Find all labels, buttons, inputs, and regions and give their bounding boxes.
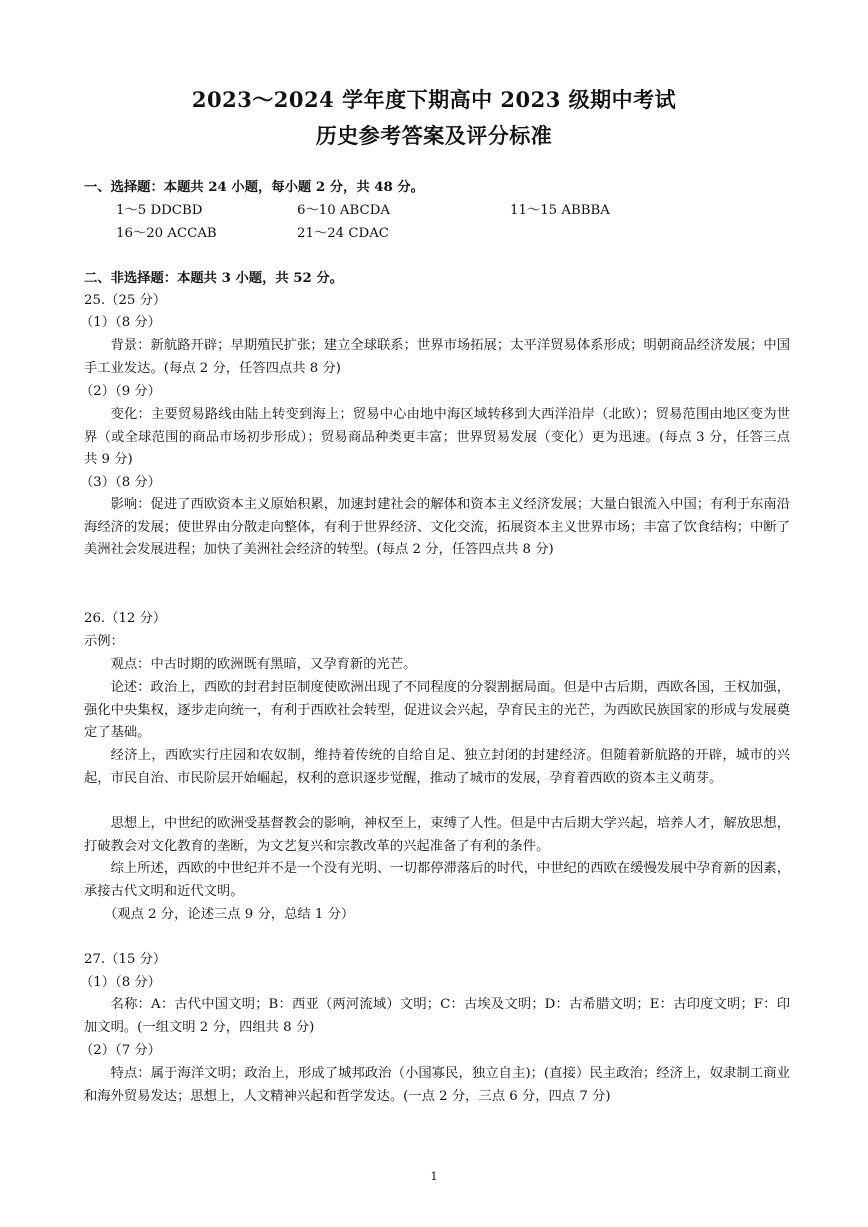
q25-part1-text: 背景：新航路开辟；早期殖民扩张；建立全球联系；世界市场拓展；太平洋贸易体系形成；明朝商品经济发展；中国手工业发达。(每点 2 分，任答四点共 8 分)	[84, 338, 790, 376]
answer-group-16-20: 16～20 ACCAB	[116, 226, 217, 241]
section2-heading: 二、非选择题：本题共 3 小题，共 52 分。	[84, 271, 344, 286]
page-number: 1	[430, 1170, 438, 1183]
q26-example-label: 示例：	[84, 634, 124, 649]
q26-scoring: （观点 2 分，论述三点 9 分，总结 1 分）	[104, 907, 355, 922]
q25-part3-label: （3）（8 分）	[80, 475, 161, 490]
q27-label: 27.（15 分）	[84, 952, 167, 967]
q27-part2-text: 特点：属于海洋文明；政治上，形成了城邦政治（小国寡民，独立自主)；(直接）民主政治；经济上，奴隶制工商业和海外贸易发达；思想上，人文精神兴起和哲学发达。(一点 2 分，三点 6 分，四点 7 分)	[84, 1066, 790, 1104]
q26-thought: 思想上，中世纪的欧洲受基督教会的影响，神权至上，束缚了人性。但是中古后期大学兴起，培养人才，解放思想，打破教会对文化教育的垄断，为文艺复兴和宗教改革的兴起准备了有利的条件。	[84, 816, 790, 854]
q27-part1-label: （1）（8 分）	[80, 975, 161, 990]
answer-group-1-5: 1～5 DDCBD	[116, 203, 203, 218]
q25-part2-text: 变化：主要贸易路线由陆上转变到海上；贸易中心由地中海区域转移到大西洋沿岸（北欧）；贸易范围由地区变为世界（或全球范围的商品市场初步形成）；贸易商品种类更丰富；世界贸易发展（变化）更为迅速。(每点 3 分，任答三点共 9 分)	[84, 407, 790, 468]
q25-label: 25.（25 分）	[84, 293, 167, 308]
q27-part2-label: （2）（7 分）	[80, 1043, 161, 1058]
q26-politics: 论述：政治上，西欧的封君封臣制度使欧洲出现了不同程度的分裂割据局面。但是中古后期，西欧各国，王权加强，强化中央集权，逐步走向统一，有利于西欧社会转型，促进议会兴起，孕育民主的光芒，为西欧民族国家的形成与发展奠定了基础。	[84, 680, 790, 741]
section1-heading: 一、选择题：本题共 24 小题，每小题 2 分，共 48 分。	[84, 180, 424, 195]
q25-part2-label: （2）（9 分）	[80, 384, 161, 399]
q26-viewpoint: 观点：中古时期的欧洲既有黑暗，又孕育新的光芒。	[110, 657, 417, 672]
q25-part1-label: （1）（8 分）	[80, 315, 161, 330]
answer-group-21-24: 21～24 CDAC	[297, 226, 389, 241]
answer-group-11-15: 11～15 ABBBA	[510, 203, 610, 218]
document-title-line1: 2023～2024 学年度下期高中 2023 级期中考试	[191, 87, 677, 112]
answer-group-6-10: 6～10 ABCDA	[297, 203, 390, 218]
document-title-line2: 历史参考答案及评分标准	[315, 123, 553, 148]
q27-part1-text: 名称：A：古代中国文明；B：西亚（两河流域）文明；C：古埃及文明；D：古希腊文明；E：古印度文明；F：印加文明。(一组文明 2 分，四组共 8 分)	[84, 997, 790, 1035]
q26-label: 26.（12 分）	[84, 611, 167, 626]
q26-summary: 综上所述，西欧的中世纪并不是一个没有光明、一切都停滞落后的时代，中世纪的西欧在缓慢发展中孕育新的因素，承接古代文明和近代文明。	[84, 861, 790, 899]
q26-economy: 经济上，西欧实行庄园和农奴制，维持着传统的自给自足、独立封闭的封建经济。但随着新航路的开辟，城市的兴起，市民自治、市民阶层开始崛起，权利的意识逐步觉醒，推动了城市的发展，孕育着西欧的资本主义萌芽。	[84, 748, 790, 786]
q25-part3-text: 影响：促进了西欧资本主义原始积累，加速封建社会的解体和资本主义经济发展；大量白银流入中国；有利于东南沿海经济的发展；使世界由分散走向整体，有利于世界经济、文化交流，拓展资本主义世界市场；丰富了饮食结构；中断了美洲社会发展进程；加快了美洲社会经济的转型。(每点 2 分，任答四点共 8 分)	[84, 497, 790, 558]
